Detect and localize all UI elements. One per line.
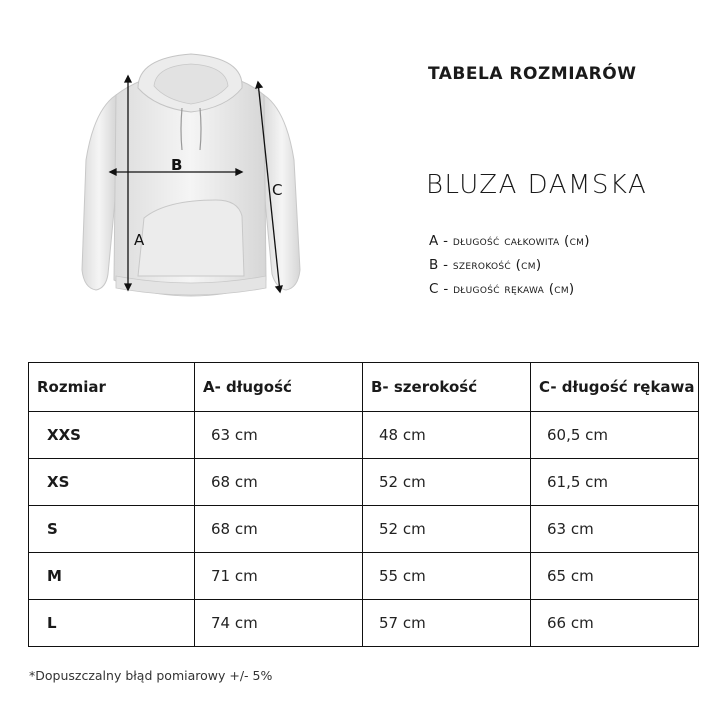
measure-b-label: B: [171, 156, 183, 174]
width-cell: 52 cm: [363, 459, 531, 506]
measure-c-label: C: [272, 181, 283, 199]
width-cell: 48 cm: [363, 412, 531, 459]
width-cell: 57 cm: [363, 600, 531, 647]
length-cell: 63 cm: [195, 412, 363, 459]
table-row: [29, 506, 699, 553]
size-cell: M: [29, 553, 195, 600]
size-cell: XS: [29, 459, 195, 506]
table-row: [29, 412, 699, 459]
header-length: A- długość: [195, 363, 363, 412]
page-title: TABELA ROZMIARÓW: [428, 64, 637, 84]
table-header-row: [29, 363, 699, 412]
legend-item-c: C - długość rękawa (cm): [429, 281, 575, 297]
header-width: B- szerokość: [363, 363, 531, 412]
length-cell: 71 cm: [195, 553, 363, 600]
legend-item-b: B - szerokość (cm): [429, 257, 542, 273]
size-cell: S: [29, 506, 195, 553]
size-table: [28, 362, 699, 647]
sleeve-cell: 61,5 cm: [531, 459, 699, 506]
product-name: BLUZA DAMSKA: [426, 170, 648, 200]
legend-item-a: A - długość całkowita (cm): [429, 233, 590, 249]
table-row: [29, 553, 699, 600]
measure-a-label: A: [134, 231, 145, 249]
table-row: [29, 600, 699, 647]
hoodie-diagram: [76, 50, 306, 300]
sleeve-cell: 60,5 cm: [531, 412, 699, 459]
sleeve-cell: 65 cm: [531, 553, 699, 600]
table-row: [29, 459, 699, 506]
length-cell: 68 cm: [195, 459, 363, 506]
size-cell: L: [29, 600, 195, 647]
sleeve-cell: 63 cm: [531, 506, 699, 553]
width-cell: 55 cm: [363, 553, 531, 600]
header-size: Rozmiar: [29, 363, 195, 412]
length-cell: 74 cm: [195, 600, 363, 647]
length-cell: 68 cm: [195, 506, 363, 553]
measurement-tolerance-note: *Dopuszczalny błąd pomiarowy +/- 5%: [29, 668, 273, 683]
measurement-legend: [429, 229, 590, 301]
width-cell: 52 cm: [363, 506, 531, 553]
sleeve-cell: 66 cm: [531, 600, 699, 647]
size-cell: XXS: [29, 412, 195, 459]
header-sleeve: C- długość rękawa: [531, 363, 699, 412]
